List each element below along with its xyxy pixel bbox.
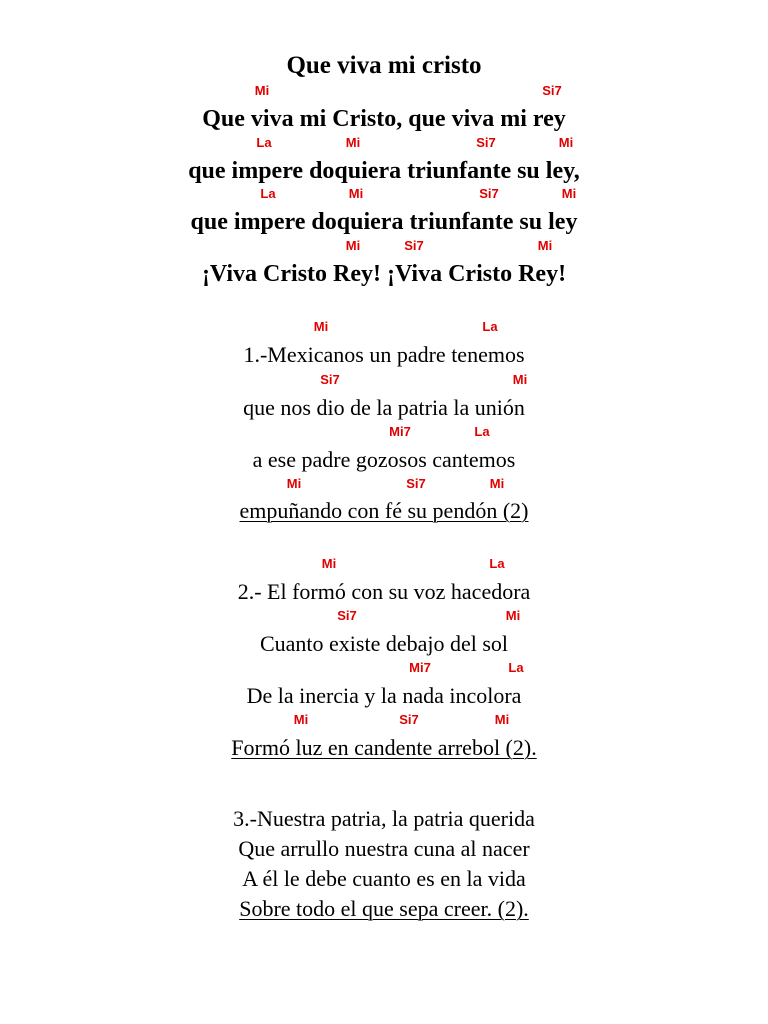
chord: Mi	[537, 238, 553, 253]
verse1-line-2: que nos dio de la patria la unión	[243, 395, 525, 420]
chord: La	[482, 319, 498, 334]
chord: La	[260, 186, 276, 201]
verse1-line-4: empuñando con fé su pendón (2)	[239, 498, 529, 523]
chord: Mi	[558, 135, 574, 150]
verse3-line-3: A él le debe cuanto es en la vida	[242, 866, 526, 891]
chord: Mi	[489, 476, 505, 491]
chord: Si7	[320, 372, 340, 387]
chord: Si7	[406, 476, 426, 491]
chord: Mi	[348, 186, 364, 201]
chord: Si7	[542, 83, 562, 98]
chord: Mi	[561, 186, 577, 201]
verse1-line-1: 1.-Mexicanos un padre tenemos	[243, 342, 525, 367]
chord: Mi	[313, 319, 329, 334]
chord: La	[508, 660, 524, 675]
verse2-line-3: De la inercia y la nada incolora	[246, 683, 522, 708]
chord: Mi	[505, 608, 521, 623]
chorus-line-3: que impere doquiera triunfante su ley	[190, 209, 578, 235]
chord: Mi	[321, 556, 337, 571]
chord: Mi	[512, 372, 528, 387]
chord: Si7	[337, 608, 357, 623]
chord: Mi	[494, 712, 510, 727]
chorus-line-1: Que viva mi Cristo, que viva mi rey	[202, 106, 566, 132]
verse2-line-2: Cuanto existe debajo del sol	[259, 631, 509, 656]
chord: Mi	[293, 712, 309, 727]
chord: Mi	[345, 135, 361, 150]
verse2-line-1: 2.- El formó con su voz hacedora	[237, 579, 531, 604]
song-title: Que viva mi cristo	[286, 52, 482, 79]
chord: La	[256, 135, 272, 150]
verse1-line-3: a ese padre gozosos cantemos	[252, 447, 516, 472]
verse3-line-1: 3.-Nuestra patria, la patria querida	[233, 806, 535, 831]
chord: Mi7	[409, 660, 431, 675]
chorus-line-4: ¡Viva Cristo Rey! ¡Viva Cristo Rey!	[201, 261, 567, 287]
chord: Si7	[399, 712, 419, 727]
chord: Mi	[254, 83, 270, 98]
verse2-line-4: Formó luz en candente arrebol (2).	[231, 735, 537, 760]
chord: Si7	[476, 135, 496, 150]
chord: Mi	[345, 238, 361, 253]
chord: La	[474, 424, 490, 439]
chorus-line-2: que impere doquiera triunfante su ley,	[188, 158, 580, 184]
chord: Mi7	[389, 424, 411, 439]
chord: Si7	[479, 186, 499, 201]
verse3-line-4: Sobre todo el que sepa creer. (2).	[239, 896, 529, 921]
verse3-line-2: Que arrullo nuestra cuna al nacer	[238, 836, 530, 861]
chord: Si7	[404, 238, 424, 253]
chord: La	[489, 556, 505, 571]
chord: Mi	[286, 476, 302, 491]
